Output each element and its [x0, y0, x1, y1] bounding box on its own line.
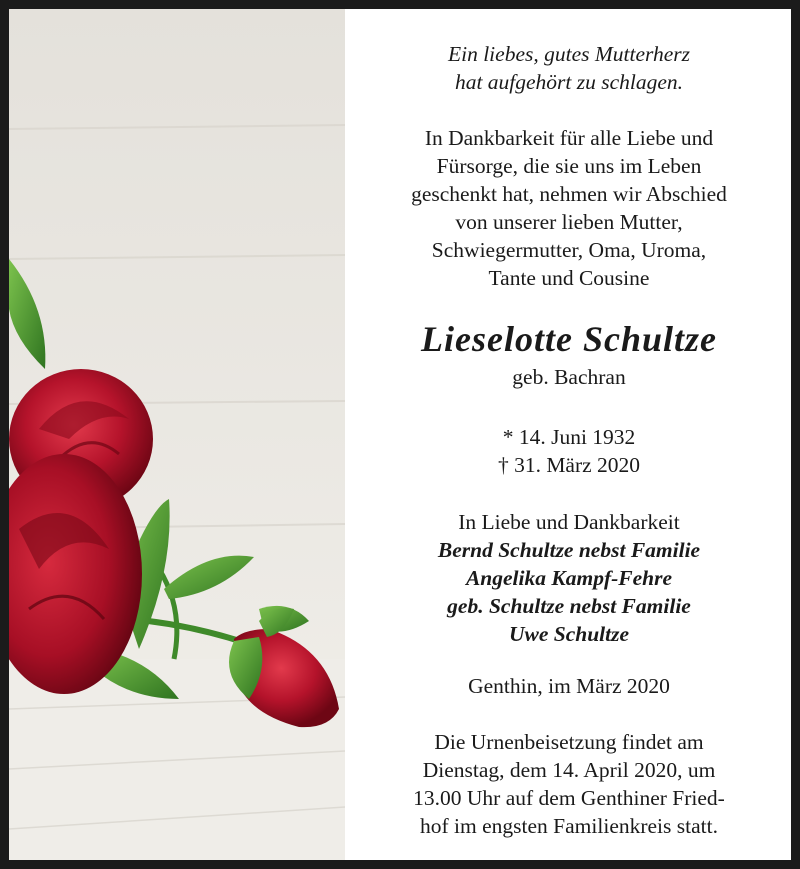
burial-info	[347, 728, 791, 840]
burial-line: 13.00 Uhr auf dem Genthiner Fried-	[413, 786, 725, 810]
maiden-name: geb. Bachran	[512, 365, 626, 389]
mourner-name: Bernd Schultze nebst Familie	[437, 538, 701, 562]
dedication-line: von unserer lieben Mutter,	[455, 210, 683, 234]
death-date: † 31. März 2020	[497, 453, 641, 477]
burial-line: hof im engsten Familienkreis statt.	[420, 814, 718, 838]
dedication-line: Tante und Cousine	[488, 266, 650, 290]
burial-line: Dienstag, dem 14. April 2020, um	[422, 758, 716, 782]
birth-date: * 14. Juni 1932	[502, 425, 636, 449]
mourner-name: geb. Schultze nebst Familie	[447, 594, 691, 618]
motto-line: Ein liebes, gutes Mutterherz	[447, 42, 691, 66]
dedication-line: Fürsorge, die sie uns im Leben	[436, 154, 702, 178]
burial-line: Die Urnenbeisetzung findet am	[434, 730, 704, 754]
place-date	[347, 672, 791, 700]
roses-photo	[9, 9, 345, 860]
mourner-name: Angelika Kampf-Fehre	[465, 566, 673, 590]
mourner-name: Uwe Schultze	[508, 622, 630, 646]
mourners-intro: In Liebe und Dankbarkeit	[458, 510, 680, 534]
notice-text	[347, 9, 791, 860]
deceased-name: Lieselotte Schultze	[421, 319, 717, 359]
motto	[347, 40, 791, 96]
dedication-line: geschenkt hat, nehmen wir Abschied	[411, 182, 727, 206]
dedication-line: In Dankbarkeit für alle Liebe und	[424, 126, 714, 150]
life-dates	[347, 423, 791, 479]
deceased-name-block	[347, 319, 791, 391]
roses-illustration	[9, 9, 345, 860]
motto-line: hat aufgehört zu schlagen.	[454, 70, 684, 94]
mourners	[347, 508, 791, 648]
place-date-line: Genthin, im März 2020	[468, 674, 670, 698]
dedication-line: Schwiegermutter, Oma, Uroma,	[431, 238, 707, 262]
dedication	[347, 124, 791, 292]
